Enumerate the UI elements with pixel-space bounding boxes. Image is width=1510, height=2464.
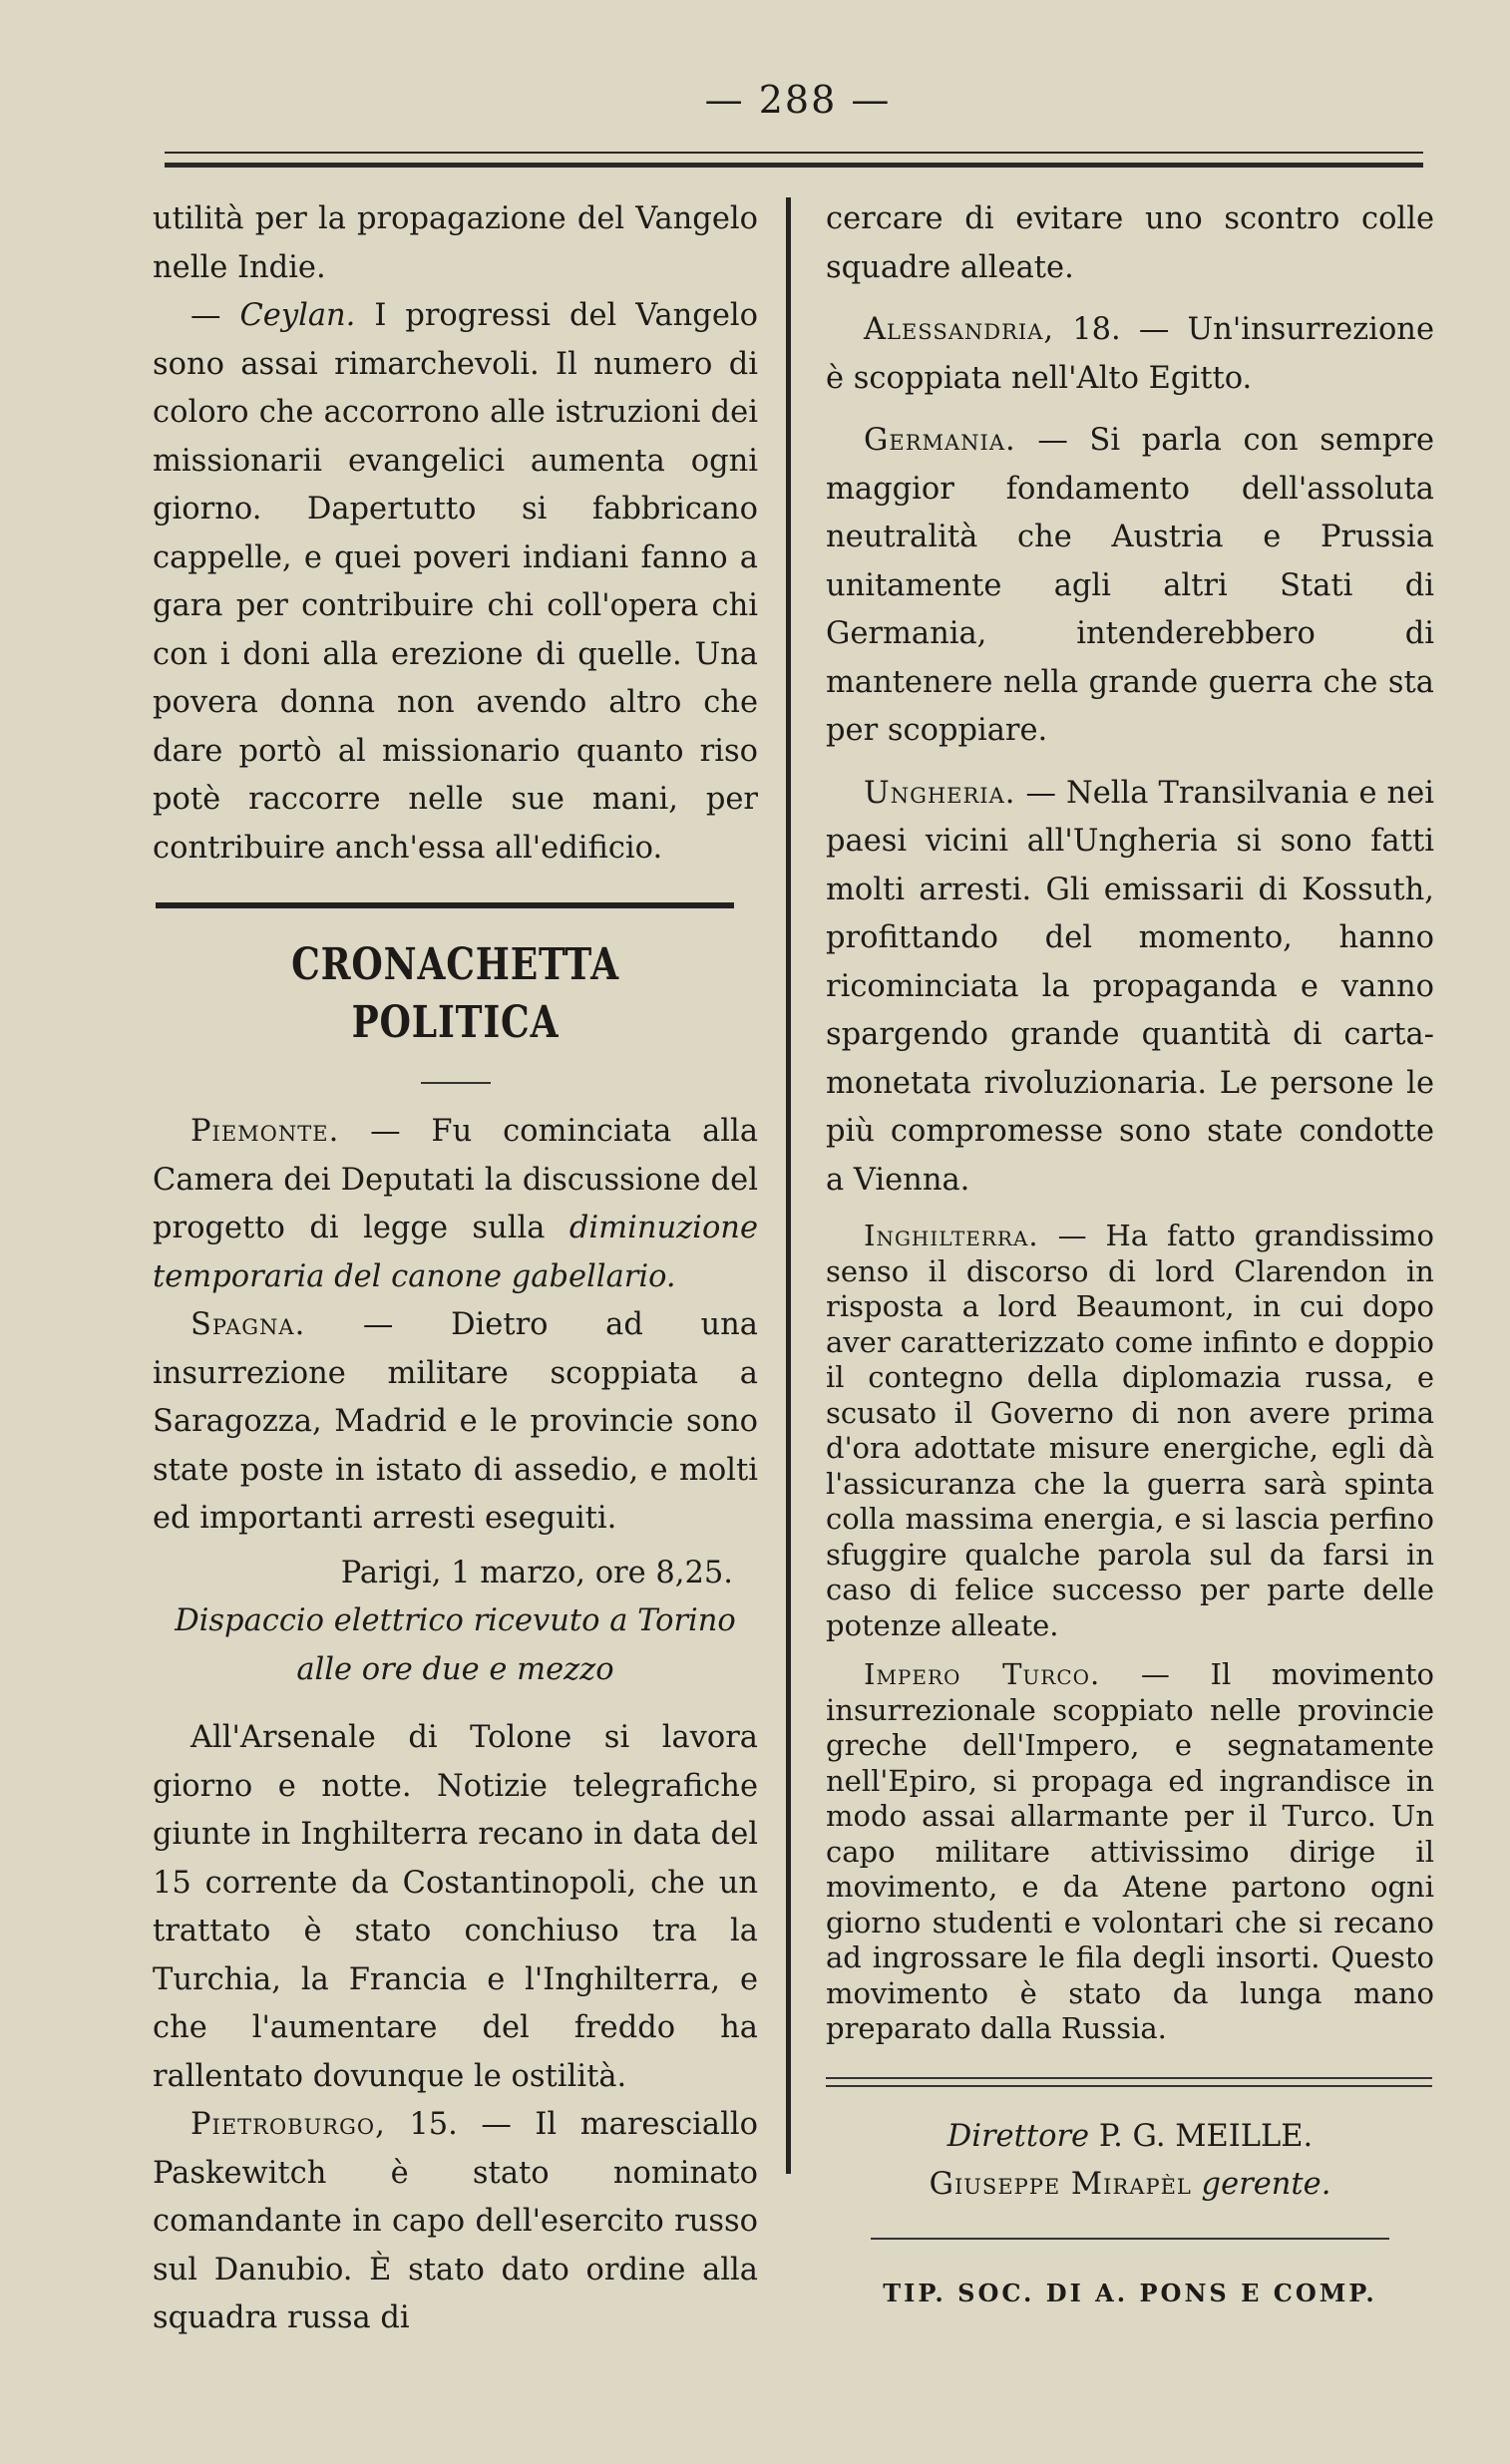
- germania-paragraph: Germania. — Si parla con sempre maggior fondamento dell'assoluta neutralità che Austria e Prussia unitamente agli altri Stati di Germania, intenderebbero di mantenere nella grande guerra che sta per scoppiare.: [826, 423, 1434, 748]
- inghilterra-label: Inghilterra.: [864, 1219, 1039, 1252]
- piemonte-label: Piemonte.: [190, 1114, 340, 1149]
- column-divider: [786, 197, 791, 2174]
- header-rule: [165, 152, 1423, 168]
- ungheria-label: Ungheria.: [864, 775, 1016, 811]
- left-column: [153, 195, 758, 2343]
- ungheria-paragraph: Ungheria. — Nella Transilvania e nei paesi vicini all'Ungheria si sono fatti molti arresti. Gli emissarii di Kossuth, profittando del momento, hanno ricominciata la propaganda e vanno spargendo grande quantità di carta-monetata rivoluzionaria. Le persone le più compromesse sono state condotte a Vienna.: [826, 775, 1434, 1198]
- gerente-line: Giuseppe Mirapèl gerente.: [929, 2167, 1331, 2202]
- spagna-label: Spagna.: [190, 1307, 306, 1342]
- impero-turco-label: Impero Turco.: [864, 1657, 1101, 1691]
- ceylan-paragraph: — Ceylan. I progressi del Vangelo sono assai rimarchevoli. Il numero di coloro che accorrono alle istruzioni dei missionarii evangelici aumenta ogni giorno. Dapertutto si fabbricano cappelle, e quei poveri indiani fanno a gara per contribuire chi coll'opera chi con i doni alla erezione di quelle. Una povera donna non avendo altro che dare portò al missionario quanto riso potè raccorre nelle sue mani, per contribuire anch'essa all'edificio.: [153, 298, 758, 866]
- title-underline: [421, 1082, 491, 1084]
- inghilterra-paragraph: Inghilterra. — Ha fatto grandissimo senso il discorso di lord Clarendon in risposta a lord Beaumont, in cui dopo aver caratterizzato come infinto e doppio il contegno della diplomazia russa, e scusato il Governo di non avere prima d'ora adottate misure energiche, egli dà l'assicuranza che la guerra sarà spinta colla massima energia, e si lascia perfino sfuggire qualche parola sul da farsi in caso di felice successo per parte delle potenze alleate.: [826, 1219, 1434, 1642]
- spagna-paragraph: Spagna. — Dietro ad una insurrezione militare scoppiata a Saragozza, Madrid e le provincie sono state poste in istato di assedio, e molti ed importanti arresti eseguiti.: [153, 1307, 758, 1536]
- piemonte-paragraph: Piemonte. — Fu cominciata alla Camera dei Deputati la discussione del progetto di legge sulla diminuzione temporaria del canone gabellario.: [153, 1114, 758, 1294]
- printer-imprint: TIP. SOC. DI A. PONS E COMP.: [883, 2278, 1377, 2307]
- direttore-line: Direttore P. G. MEILLE.: [946, 2118, 1314, 2154]
- section-rule: [156, 902, 734, 908]
- dateline: Parigi, 1 marzo, ore 8,25.: [340, 1555, 733, 1590]
- imprint-rule: [871, 2238, 1389, 2240]
- signature-rule: [826, 2077, 1432, 2087]
- right-column: [826, 195, 1434, 2317]
- pietroburgo-label: Pietroburgo,: [190, 2107, 386, 2142]
- page-number: — 288 —: [704, 78, 892, 122]
- dispatch-heading: Dispaccio elettrico ricevuto a Torino alle ore due e mezzo: [175, 1603, 736, 1687]
- impero-turco-paragraph: Impero Turco. — Il movimento insurrezionale scoppiato nelle provincie greche dell'Impero, e segnatamente nell'Epiro, si propaga ed ingrandisce in modo assai allarmante per il Turco. Un capo militare attivissimo dirige il movimento, e da Atene partono ogni giorno studenti e volontari che si recano ad ingrossare le fila degli insorti. Questo movimento è stato da lunga mano preparato dalla Russia.: [826, 1657, 1434, 2045]
- pietroburgo-paragraph: Pietroburgo, 15. — Il maresciallo Paskewitch è stato nominato comandante in capo dell'esercito russo sul Danubio. È stato dato ordine alla squadra russa di: [153, 2107, 758, 2335]
- germania-label: Germania.: [864, 423, 1016, 458]
- direttore-name: P. G. MEILLE.: [1098, 2118, 1314, 2154]
- paragraph-continuation: utilità per la propagazione del Vangelo nelle Indie.: [153, 201, 758, 285]
- arsenale-paragraph: All'Arsenale di Tolone si lavora giorno e notte. Notizie telegrafiche giunte in Inghilterra recano in data del 15 corrente da Costantinopoli, che un trattato è stato conchiuso tra la Turchia, la Francia e l'Inghilterra, e che l'aumentare del freddo ha rallentato dovunque le ostilità.: [153, 1720, 758, 2094]
- alessandria-paragraph: Alessandria, 18. — Un'insurrezione è scoppiata nell'Alto Egitto.: [826, 312, 1434, 396]
- paragraph-continuation: cercare di evitare uno scontro colle squadre alleate.: [826, 201, 1434, 285]
- alessandria-label: Alessandria,: [864, 312, 1055, 347]
- section-title: CRONACHETTA POLITICA: [291, 939, 619, 1048]
- ceylan-label: Ceylan.: [239, 298, 356, 333]
